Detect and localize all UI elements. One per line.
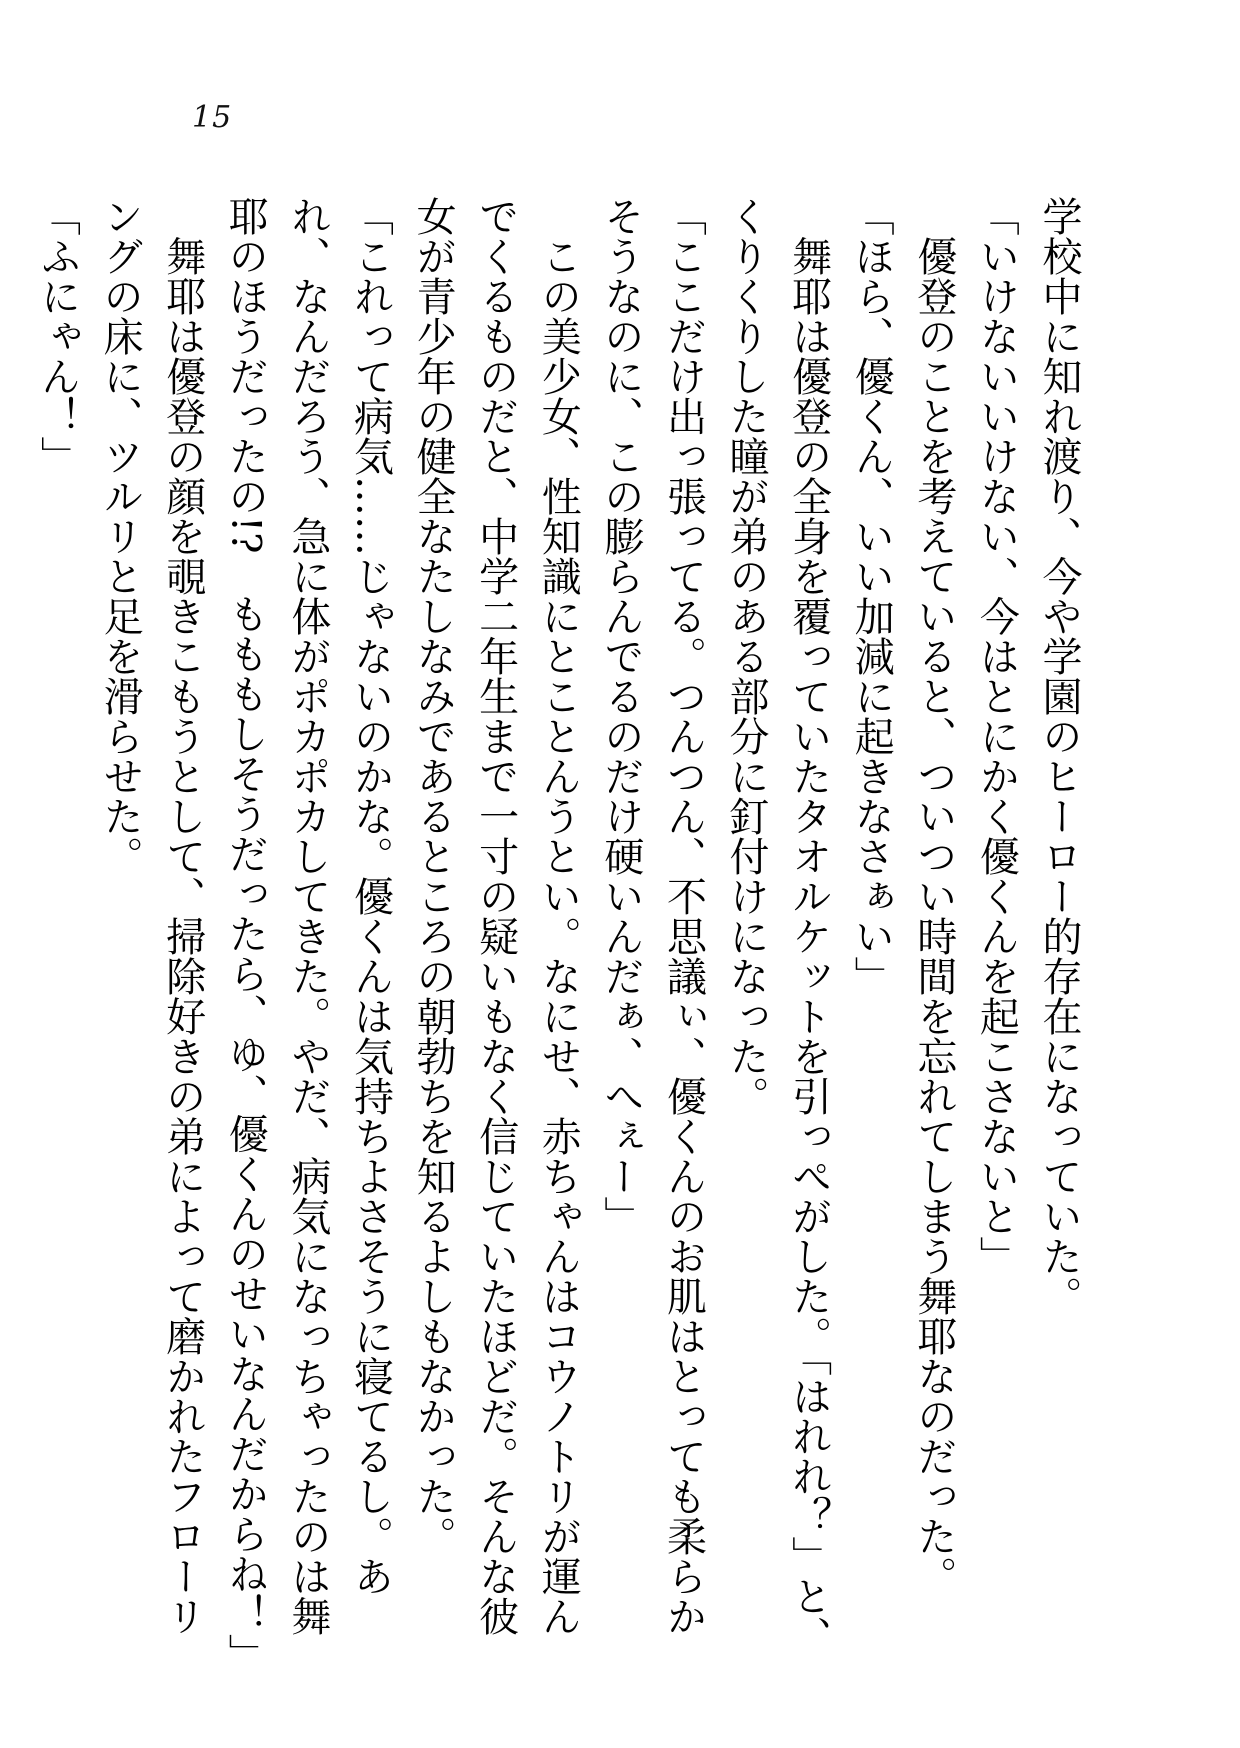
paragraph: 「これって病気……じゃないのかな。優くんは気持ちよさそうに寝てるし。あれ、なんだろう、急に体がポカポカしてきた。やだ、病気になっちゃったのは舞耶のほうだったの!? もももしそうだったら、ゆ、優くんのせいなんだからね！」 — [222, 196, 394, 1674]
paragraph: この美少女、性知識にとことんうとい。なにせ、赤ちゃんはコウノトリが運んでくるものだと、中学二年生まで一寸の疑いもなく信じていたほどだ。そんな彼女が青少年の健全なたしなみであるところの朝勃ちを知るよしもなかった。 — [410, 196, 582, 1636]
paragraph: 舞耶は優登の全身を覆っていたタオルケットを引っぺがした。「はれれ？」と、くりくりした瞳が弟のある部分に釘付けになった。 — [723, 196, 832, 1656]
paragraph: 舞耶は優登の顔を覗きこもうとして、掃除好きの弟によって磨かれたフローリングの床に、ツルリと足を滑らせた。 — [97, 196, 206, 1636]
paragraph: 「いけないいけない、今はとにかく優くんを起こさないと」 — [973, 196, 1020, 1276]
paragraph: 優登のことを考えていると、ついつい時間を忘れてしまう舞耶なのだった。 — [910, 236, 957, 1596]
paragraph: 「ここだけ出っ張ってる。つんつん、不思議ぃ、優くんのお肌はとっても柔らかそうなのに、この膨らんでるのだけ硬いんだぁ、へぇー」 — [597, 196, 707, 1636]
paragraph: 学校中に知れ渡り、今や学園のヒーロー的存在になっていた。 — [1036, 196, 1082, 1316]
body-text — [34, 196, 1090, 1674]
paragraph: 「ほら、優くん、いい加減に起きなさぁい」 — [848, 196, 895, 996]
page-number: 15 — [192, 100, 233, 135]
paragraph: 「ふにゃん！」 — [34, 196, 81, 476]
